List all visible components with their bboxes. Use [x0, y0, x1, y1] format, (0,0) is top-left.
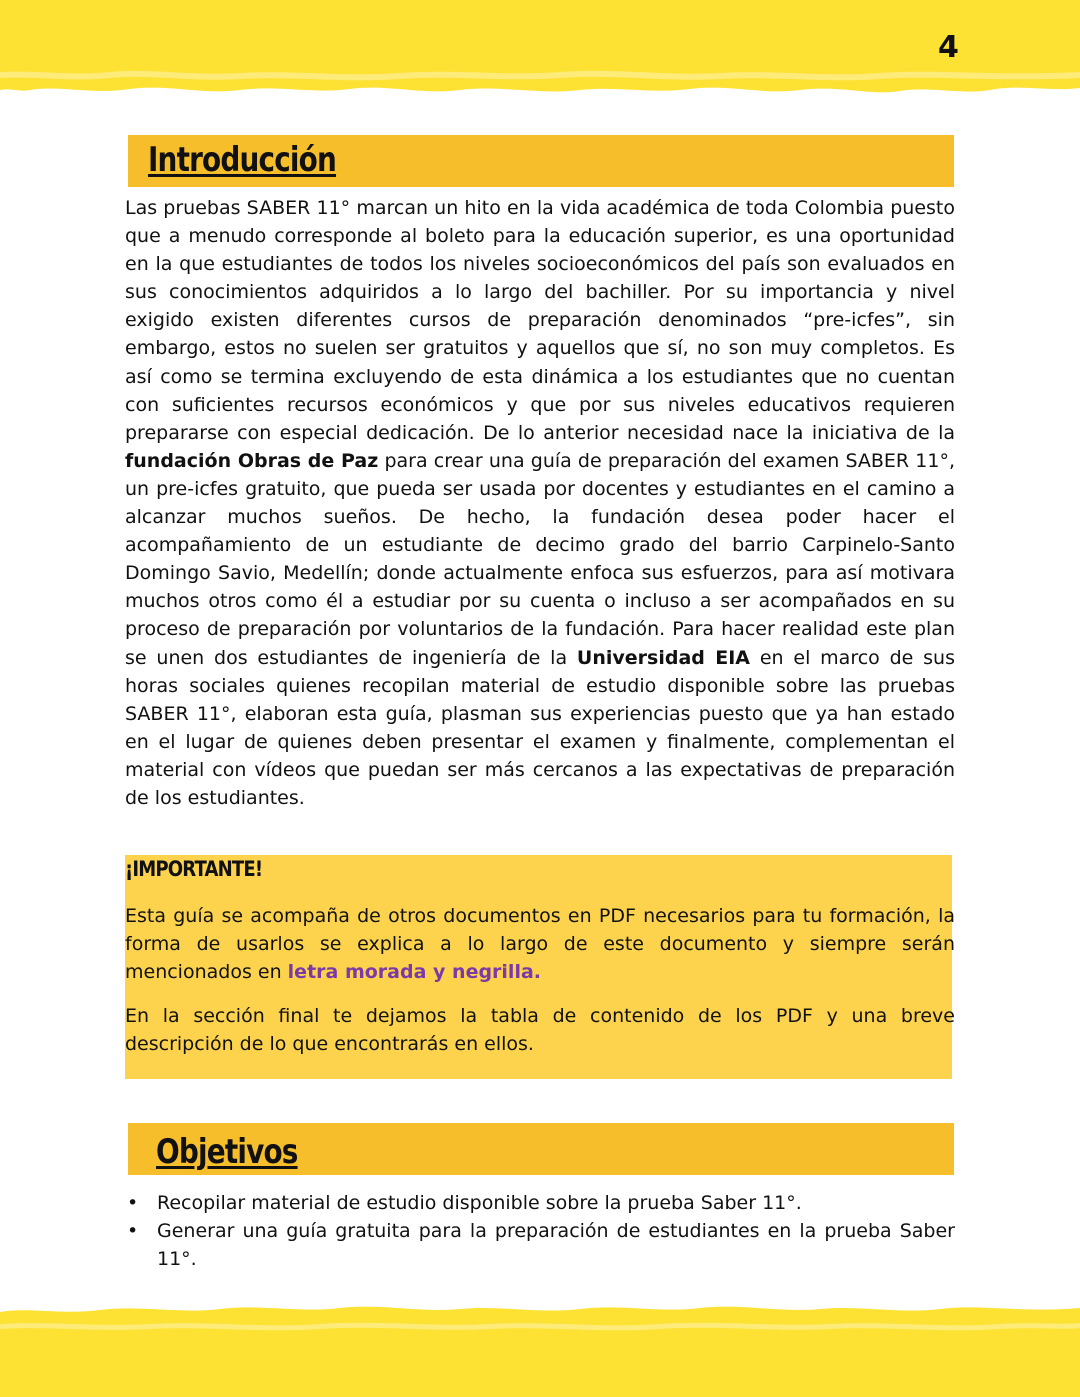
important-paragraph-1	[125, 902, 955, 986]
list-item	[125, 1189, 955, 1217]
bullet-icon: •	[127, 1220, 139, 1243]
bottom-yellow-band	[0, 1298, 1080, 1397]
objectives-header	[128, 1123, 954, 1175]
important-title: ¡IMPORTANTE!	[125, 857, 263, 881]
intro-bold-foundation: fundación Obras de Paz	[125, 449, 379, 472]
intro-text-part-3: en el marco de sus horas sociales quienes recopilan material de estudio disponible sobre las pruebas SABER 11°, elaboran esta guía, plasman sus experiencias puesto que ya han estado en el lugar de quienes deben presentar el examen y finalmente, complementan el material con vídeos que puedan ser más cercanos a las expectativas de preparación de los estudiantes.	[125, 646, 956, 809]
objectives-title: Objetivos	[156, 1132, 298, 1172]
important-highlight: letra morada y negrilla.	[287, 961, 541, 984]
introduction-paragraph	[125, 194, 955, 812]
introduction-title: Introducción	[148, 140, 337, 180]
objectives-list	[125, 1189, 955, 1273]
important-text-1: Esta guía se acompaña de otros documentos en PDF necesarios para tu formación, la forma de usarlos se explica a lo largo de este documento y siempre serán mencionados en	[125, 905, 955, 984]
bullet-icon: •	[127, 1192, 139, 1214]
intro-text-part-2: para crear una guía de preparación del examen SABER 11°, un pre-icfes gratuito, que pueda ser usada por docentes y estudiantes en el camino a alcanzar muchos sueños. De hecho, la fundación desea poder hacer el acompañamiento de un estudiante de decimo grado del barrio Carpinelo-Santo Domingo Savio, Medellín; donde actualmente enfoca sus esfuerzos, para así motivara muchos otros como él a estudiar por su cuenta o incluso a ser acompañados en su proceso de preparación por voluntarios de la fundación. Para hacer realidad este plan se unen dos estudiantes de ingeniería de la	[125, 449, 955, 669]
top-yellow-band	[0, 0, 1080, 104]
intro-bold-university: Universidad EIA	[576, 646, 751, 669]
list-item	[125, 1217, 955, 1273]
important-callout	[125, 855, 955, 1079]
objective-text: Generar una guía gratuita para la preparación de estudiantes en la prueba Saber 11°.	[157, 1220, 955, 1271]
introduction-header	[128, 135, 954, 187]
objective-text: Recopilar material de estudio disponible sobre la prueba Saber 11°.	[157, 1192, 802, 1214]
page-number: 4	[938, 30, 959, 65]
intro-text-part-1: Las pruebas SABER 11° marcan un hito en la vida académica de toda Colombia puesto que a menudo corresponde al boleto para la educación superior, es una oportunidad en la que estudiantes de todos los niveles socioeconómicos del país son evaluados en sus conocimientos adquiridos a lo largo del bachiller. Por su importancia y nivel exigido existen diferentes cursos de preparación denominados “pre-icfes”, sin embargo, estos no suelen ser gratuitos y aquellos que sí, no son muy completos. Es así como se termina excluyendo de esta dinámica a los estudiantes que no cuentan con suficientes recursos económicos y que por sus niveles educativos requieren prepararse con especial dedicación. De lo anterior necesidad nace la iniciativa de la	[125, 197, 955, 444]
important-paragraph-2: En la sección final te dejamos la tabla de contenido de los PDF y una breve descripción de lo que encontrarás en ellos.	[125, 1005, 955, 1056]
